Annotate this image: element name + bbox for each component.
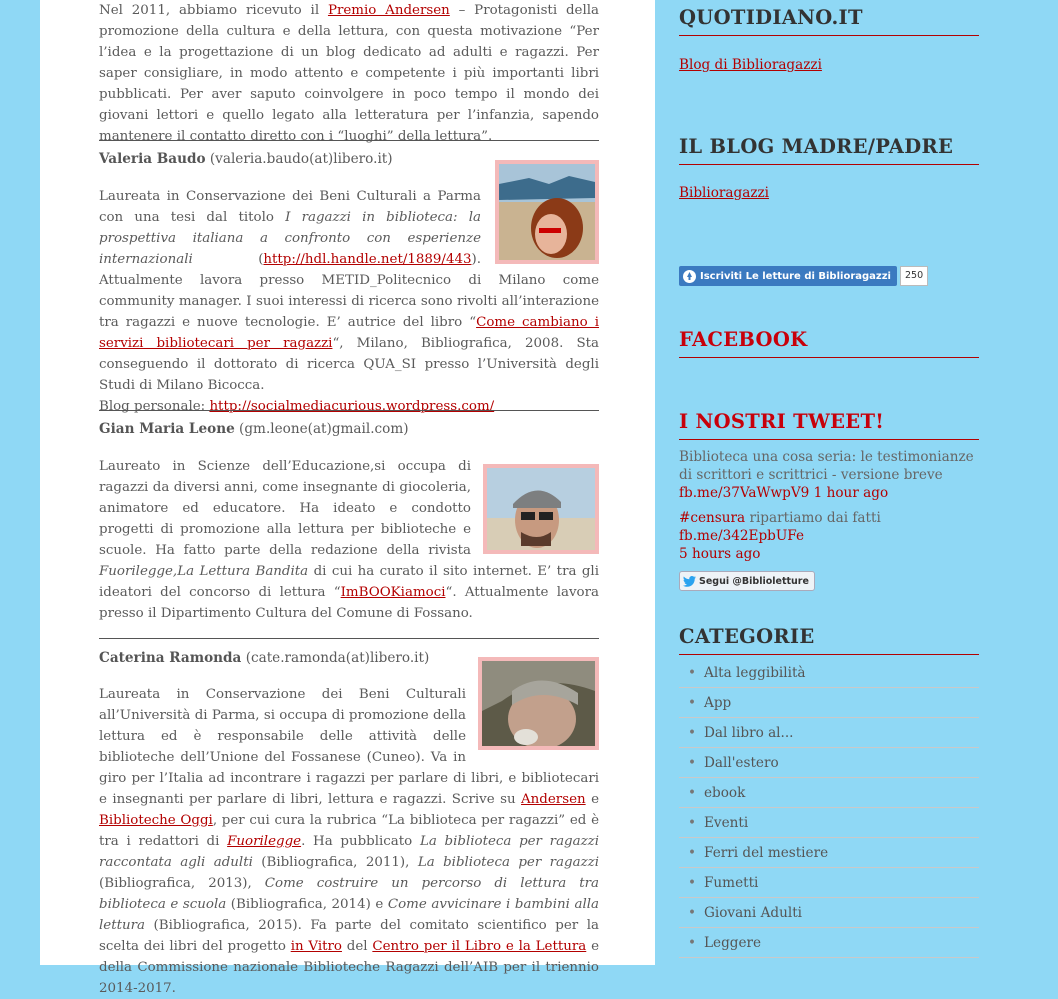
blog-label: Blog personale: bbox=[99, 399, 210, 414]
bio-text: (Bibliografica, 2011), bbox=[252, 855, 418, 870]
category-item[interactable] bbox=[679, 868, 979, 898]
divider bbox=[99, 638, 599, 639]
widget-title: FACEBOOK bbox=[679, 328, 979, 358]
bullet-icon: • bbox=[688, 725, 697, 741]
thesis-link[interactable]: http://hdl.handle.net/1889/443 bbox=[263, 252, 472, 267]
biblioragazzi-link[interactable]: Biblioragazzi bbox=[679, 185, 769, 201]
main-content bbox=[40, 0, 655, 996]
bio-text: (Bibliografica, 2015). Fa parte del comitato scientifico per la scelta dei libri del progetto bbox=[99, 918, 599, 954]
tweet-text: ripartiamo dai fatti bbox=[745, 510, 881, 526]
fuorilegge-link[interactable]: Fuorilegge bbox=[227, 834, 302, 849]
andersen-link[interactable]: Andersen bbox=[521, 792, 586, 807]
category-list bbox=[679, 658, 979, 958]
category-label: Fumetti bbox=[704, 875, 759, 891]
bio-text: e della Commissione nazionale Biblioteche Ragazzi dell’AIB per il triennio 2014-2017. bbox=[99, 939, 599, 996]
bullet-icon: • bbox=[688, 905, 697, 921]
bio-italic: Come avvicinare i bambini alla lettura bbox=[99, 897, 599, 933]
author-name: Valeria Baudo bbox=[99, 151, 206, 167]
widget-title: IL BLOG MADRE/PADRE bbox=[679, 135, 979, 165]
blog-biblioragazzi-link[interactable]: Blog di Biblioragazzi bbox=[679, 57, 822, 73]
bio-italic: Fuorilegge,La Lettura Bandita bbox=[99, 564, 309, 579]
widget-categorie bbox=[679, 625, 979, 958]
bio-text: di cui ha curato il sito internet. E’ tra gli ideatori del concorso di lettura “ bbox=[99, 564, 599, 600]
bullet-icon: • bbox=[688, 815, 697, 831]
intro-text-after: – Protagonisti della promozione della cultura e della lettura, con questa motivazione “Per l’idea e la progettazione di un blog dedicato ad adulti e ragazzi. Per saper consigliare, in modo attento e competente i più importanti libri pubblicati. Per aver saputo coinvolgere in poco tempo il mondo dei giovani lettori e quello legato alla letteratura per l’infanzia, sapendo mantenere il contatto diretto con i “luoghi” della lettura”. bbox=[99, 3, 599, 144]
category-label: ebook bbox=[704, 785, 746, 801]
divider bbox=[99, 410, 599, 411]
bio-text: “. Attualmente lavora presso il Dipartimento Cultura del Comune di Fossano. bbox=[99, 585, 599, 621]
bio-text: , per cui cura la rubrica “La biblioteca per ragazzi” ed è tra i redattori di bbox=[99, 813, 599, 849]
bio-italic: Come costruire un percorso di lettura tra biblioteca e scuola bbox=[99, 876, 599, 912]
category-item[interactable] bbox=[679, 748, 979, 778]
bio-text: ). Attualmente lavora presso METID_Politecnico di Milano come community manager. I suoi interessi di ricerca sono rivolti all’interazione tra ragazzi e nuove tecnologie. E’ autrice del libro “ bbox=[99, 252, 599, 330]
category-item[interactable] bbox=[679, 898, 979, 928]
category-item[interactable] bbox=[679, 658, 979, 688]
follow-label: Segui @Biblioletture bbox=[699, 575, 809, 587]
widget-tweets bbox=[679, 410, 979, 591]
category-label: Ferri del mestiere bbox=[704, 845, 829, 861]
author-email: (valeria.baudo(at)libero.it) bbox=[205, 151, 393, 167]
imbookiamoci-link[interactable]: ImBOOKiamoci bbox=[340, 585, 446, 600]
intro-text: Nel 2011, abbiamo ricevuto il bbox=[99, 3, 328, 18]
tweet-link[interactable]: fb.me/37VaWwpV9 bbox=[679, 485, 810, 501]
bio-text: e bbox=[585, 792, 599, 807]
tweet-time[interactable]: 1 hour ago bbox=[809, 485, 889, 501]
category-label: Leggere bbox=[704, 935, 762, 951]
widget-title: CATEGORIE bbox=[679, 625, 979, 655]
bio-italic: I ragazzi in biblioteca: la prospettiva italiana a confronto con esperienze internazionali bbox=[99, 210, 481, 267]
category-label: Dal libro al... bbox=[704, 725, 794, 741]
bio-text: . Ha pubblicato bbox=[301, 834, 420, 849]
blog-link[interactable]: http://socialmediacurious.wordpress.com/ bbox=[209, 399, 495, 414]
bio-text: Laureata in Conservazione dei Beni Culturali all’Università di Parma, si occupa di promozione della lettura ed è responsabile delle attività delle biblioteche dell’Unione del Fossanese (Cuneo). Va in giro per l’Italia ad incontrare i ragazzi per parlare di libri, e bibliotecari e insegnanti per parlare di libri, lettura e ragazzi. Scrive su bbox=[99, 687, 599, 807]
bio-text: del bbox=[341, 939, 373, 954]
bullet-icon: • bbox=[688, 785, 697, 801]
category-label: App bbox=[704, 695, 732, 711]
bullet-icon: • bbox=[688, 755, 697, 771]
bio-text: ( bbox=[192, 252, 264, 267]
bio-text: (Bibliografica, 2013), bbox=[99, 876, 265, 891]
widget-quotidiano bbox=[679, 6, 979, 73]
twitter-bird-icon bbox=[683, 576, 696, 587]
divider bbox=[99, 140, 599, 141]
tweet-link[interactable]: fb.me/342EpbUFe bbox=[679, 528, 805, 544]
bio-text: Laureato in Scienze dell’Educazione,si occupa di ragazzi da diversi anni, come insegnante di giocoleria, animatore ed educatore. Ha ideato e condotto progetti di promozione alla lettura per biblioteche e scuole. Ha fatto parte della redazione della rivista bbox=[99, 459, 471, 558]
premio-andersen-link[interactable]: Premio Andersen bbox=[327, 3, 450, 18]
subscribe-button[interactable] bbox=[679, 266, 897, 286]
author-email: (gm.leone(at)gmail.com) bbox=[234, 421, 409, 437]
category-label: Eventi bbox=[704, 815, 749, 831]
author-email: (cate.ramonda(at)libero.it) bbox=[241, 650, 430, 666]
author-name: Caterina Ramonda bbox=[99, 650, 242, 666]
tweet-item bbox=[679, 509, 979, 563]
subscribe-label: Iscriviti Le letture di Biblioragazzi bbox=[700, 270, 891, 282]
category-label: Alta leggibilità bbox=[704, 665, 806, 681]
category-item[interactable] bbox=[679, 838, 979, 868]
bio-text: (Bibliografica, 2014) e bbox=[226, 897, 388, 912]
subscribe-widget bbox=[679, 266, 979, 287]
bullet-icon: • bbox=[688, 935, 697, 951]
tweet-text: Biblioteca una cosa seria: le testimonianze di scrittori e scrittrici - versione breve bbox=[679, 449, 974, 483]
widget-title: I NOSTRI TWEET! bbox=[679, 410, 979, 440]
author-gianmaria bbox=[99, 419, 599, 440]
tweet-item bbox=[679, 448, 979, 502]
tweet-hashtag[interactable]: #censura bbox=[679, 510, 746, 526]
subscriber-count: 250 bbox=[900, 266, 928, 286]
photo-float-spacer bbox=[466, 684, 599, 750]
in-vitro-link[interactable]: in Vitro bbox=[290, 939, 342, 954]
bullet-icon: • bbox=[688, 875, 697, 891]
bullet-icon: • bbox=[688, 665, 697, 681]
biblioteche-oggi-link[interactable]: Biblioteche Oggi bbox=[99, 813, 213, 828]
bullet-icon: • bbox=[688, 845, 697, 861]
author-bio-gianmaria bbox=[99, 456, 599, 624]
book-link[interactable]: Come cambiano i servizi bibliotecari per ragazzi bbox=[99, 315, 599, 351]
photo-float-spacer bbox=[471, 456, 599, 556]
intro-paragraph bbox=[99, 0, 599, 147]
author-name-line bbox=[99, 419, 599, 440]
follow-button[interactable] bbox=[679, 571, 815, 591]
author-bio-valeria bbox=[99, 186, 599, 417]
widget-madre-padre bbox=[679, 135, 979, 201]
author-bio-caterina bbox=[99, 684, 599, 999]
centro-libro-link[interactable]: Centro per il Libro e la Lettura bbox=[372, 939, 587, 954]
widget-facebook bbox=[679, 328, 979, 358]
category-item[interactable] bbox=[679, 808, 979, 838]
category-item[interactable] bbox=[679, 718, 979, 748]
category-label: Dall'estero bbox=[704, 755, 779, 771]
category-item[interactable] bbox=[679, 688, 979, 718]
bio-text: Laureata in Conservazione dei Beni Culturali a Parma con una tesi dal titolo bbox=[99, 189, 481, 225]
category-item[interactable] bbox=[679, 928, 979, 958]
bio-italic: La biblioteca per ragazzi bbox=[417, 855, 599, 870]
widget-title: QUOTIDIANO.IT bbox=[679, 6, 979, 36]
bullet-icon: • bbox=[688, 695, 697, 711]
photo-float-spacer bbox=[481, 186, 599, 268]
category-item[interactable] bbox=[679, 778, 979, 808]
category-label: Giovani Adulti bbox=[704, 905, 803, 921]
feed-icon bbox=[683, 270, 696, 283]
tweet-time[interactable]: 5 hours ago bbox=[679, 546, 761, 562]
bio-italic: La biblioteca per ragazzi raccontata agli adulti bbox=[99, 834, 599, 870]
author-name: Gian Maria Leone bbox=[99, 421, 235, 437]
bio-text: “, Milano, Bibliografica, 2008. Sta conseguendo il dottorato di ricerca QUA_SI presso l’Università degli Studi di Milano Bicocca. bbox=[99, 336, 599, 393]
